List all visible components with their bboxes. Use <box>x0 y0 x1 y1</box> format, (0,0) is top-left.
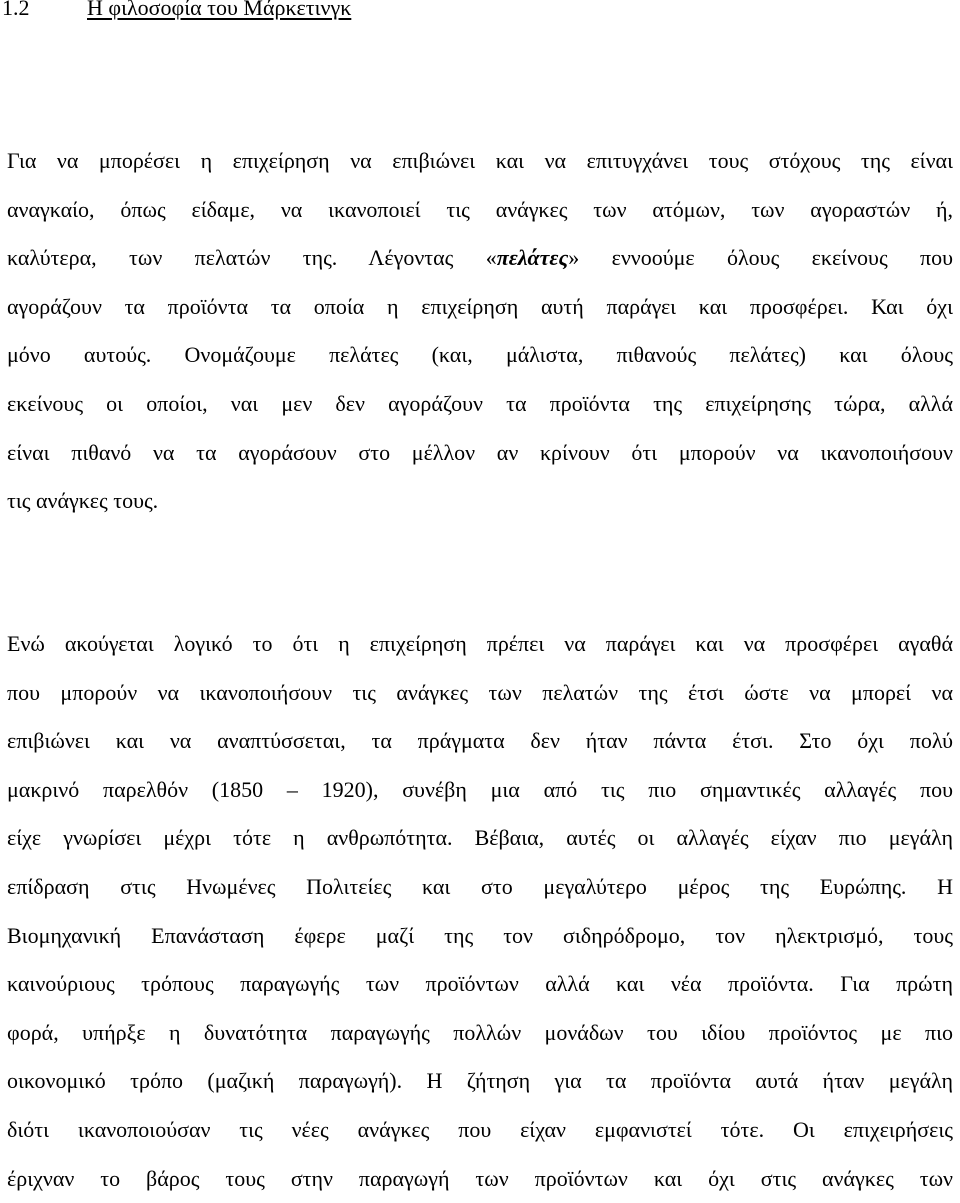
paragraph-line: Για να μπορέσει η επιχείρηση να επιβιώνει και να επιτυγχάνει τους στόχους της είναι <box>7 148 953 173</box>
paragraph-line: επίδραση στις Ηνωμένες Πολιτείες και στο μεγαλύτερο μέρος της Ευρώπης. Η <box>7 873 953 899</box>
paragraph-line <box>7 234 953 283</box>
paragraph-line: διότι ικανοποιούσαν τις νέες ανάγκες που είχαν εμφανιστεί τότε. Οι επιχειρήσεις <box>7 1116 953 1142</box>
paragraph-line: αγοράζουν τα προϊόντα τα οποία η επιχείρηση αυτή παράγει και προσφέρει. Και όχι <box>7 293 953 319</box>
section-title: Η φιλοσοφία του Μάρκετινγκ <box>87 0 352 20</box>
paragraph-line: Βιομηχανική Επανάσταση έφερε μαζί της τον σιδηρόδρομο, τον ηλεκτρισμό, τους <box>7 922 953 948</box>
section-number: 1.2 <box>2 0 30 20</box>
paragraph-line: αναγκαίο, όπως είδαμε, να ικανοποιεί τις ανάγκες των ατόμων, των αγοραστών ή, <box>7 196 953 222</box>
paragraph-line: εκείνους οι οποίοι, ναι μεν δεν αγοράζουν τα προϊόντα της επιχείρησης τώρα, αλλά <box>7 390 953 416</box>
paragraph-line: είναι πιθανό να τα αγοράσουν στο μέλλον αν κρίνουν ότι μπορούν να ικανοποιήσουν <box>7 439 953 465</box>
line-segment: καλύτερα, των πελατών της. Λέγοντας « <box>7 245 497 271</box>
paragraph-line: καινούριους τρόπους παραγωγής των προϊόντων αλλά και νέα προϊόντα. Για πρώτη <box>7 971 953 997</box>
emphasized-term: πελάτες <box>496 245 569 271</box>
paragraph-line: Ενώ ακούγεται λογικό το ότι η επιχείρηση πρέπει να παράγει και να προσφέρει αγαθά <box>7 631 953 656</box>
paragraph-history <box>7 620 953 1203</box>
paragraph-line: επιβιώνει και να αναπτύσσεται, τα πράγματα δεν ήταν πάντα έτσι. Στο όχι πολύ <box>7 728 953 754</box>
paragraph-line: οικονομικό τρόπο (μαζική παραγωγή). Η ζήτηση για τα προϊόντα αυτά ήταν μεγάλη <box>7 1068 953 1094</box>
paragraph-line: φορά, υπήρξε η δυνατότητα παραγωγής πολλών μονάδων του ιδίου προϊόντος με πιο <box>7 1019 953 1045</box>
paragraph-line: τις ανάγκες τους. <box>7 488 159 514</box>
paragraph-line: που μπορούν να ικανοποιήσουν τις ανάγκες των πελατών της έτσι ώστε να μπορεί να <box>7 679 953 705</box>
paragraph-line: μόνο αυτούς. Ονομάζουμε πελάτες (και, μάλιστα, πιθανούς πελάτες) και όλους <box>7 342 953 368</box>
line-segment: » εννοούμε όλους εκείνους που <box>568 245 953 271</box>
paragraph-line: είχε γνωρίσει μέχρι τότε η ανθρωπότητα. Βέβαια, αυτές οι αλλαγές είχαν πιο μεγάλη <box>7 825 953 851</box>
paragraph-line: έριχναν το βάρος τους στην παραγωγή των προϊόντων και όχι στις ανάγκες των <box>7 1165 953 1191</box>
paragraph-line: μακρινό παρελθόν (1850 – 1920), συνέβη μια από τις πιο σημαντικές αλλαγές που <box>7 776 953 802</box>
paragraph-customers <box>7 137 953 526</box>
